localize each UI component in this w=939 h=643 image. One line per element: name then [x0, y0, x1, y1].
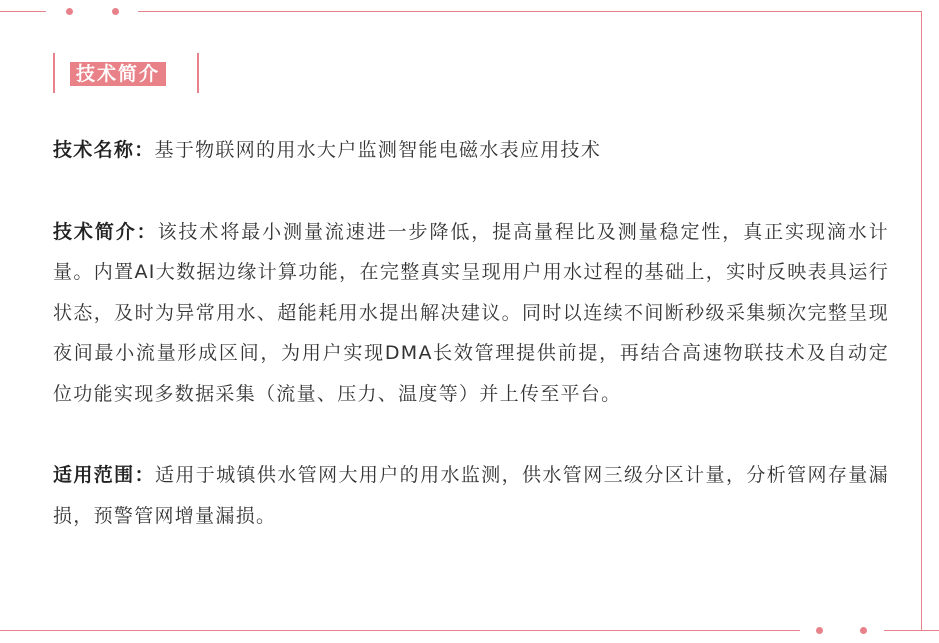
frame-line-bottom-left: [0, 630, 800, 631]
frame-line-right: [921, 11, 922, 631]
frame-line-top-left: [0, 11, 46, 12]
paragraph-tech-intro: [53, 212, 889, 415]
decor-dot: [860, 627, 867, 634]
decor-dot: [112, 8, 119, 15]
frame-line-bottom-right: [884, 630, 939, 631]
paragraph-tech-name: [53, 130, 889, 171]
paragraph-text: 适用于城镇供水管网大用户的用水监测，供水管网三级分区计量，分析管网存量漏损，预警管网增量漏损。: [53, 464, 889, 527]
paragraph-scope: [53, 455, 889, 536]
article-body: [53, 130, 889, 536]
paragraph-label: 技术名称：: [53, 139, 155, 161]
paragraph-label: 技术简介：: [53, 220, 158, 243]
frame-line-top-right: [138, 11, 922, 12]
paragraph-text: 该技术将最小测量流速进一步降低，提高量程比及测量稳定性，真正实现滴水计量。内置AI大数据边缘计算功能，在完整真实呈现用户用水过程的基础上，实时反映表具运行状态，及时为异常用水、超能耗用水提出解决建议。同时以连续不间断秒级采集频次完整呈现夜间最小流量形成区间，为用户实现DMA长效管理提供前提，再结合高速物联技术及自动定位功能实现多数据采集（流量、压力、温度等）并上传至平台。: [53, 220, 889, 405]
decor-dot: [816, 627, 823, 634]
paragraph-label: 适用范围：: [53, 464, 155, 486]
paragraph-text: 基于物联网的用水大户监测智能电磁水表应用技术: [154, 139, 602, 161]
decor-dot: [66, 8, 73, 15]
section-title-box: [53, 53, 199, 93]
section-title: 技术简介: [70, 62, 166, 86]
